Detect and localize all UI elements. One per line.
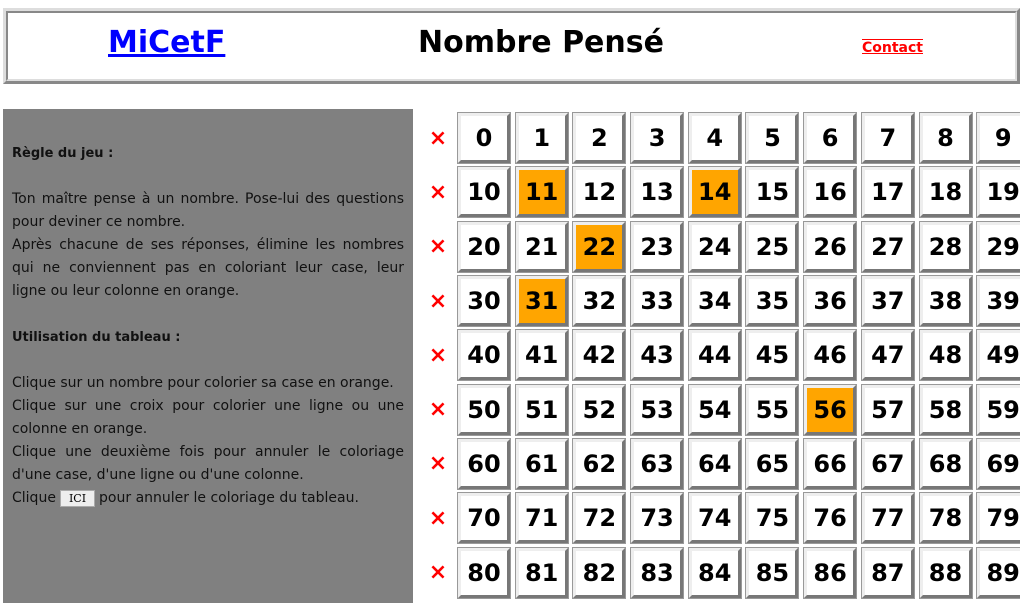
number-cell[interactable]: 50 xyxy=(458,385,510,435)
number-cell[interactable]: 3 xyxy=(631,113,683,163)
number-cell[interactable]: 66 xyxy=(804,439,856,489)
number-cell[interactable]: 70 xyxy=(458,493,510,543)
rules-text-2: Après chacune de ses réponses, élimine les nombres qui ne conviennent pas en coloriant leur case, leur ligne ou leur colonne en orange. xyxy=(12,237,404,299)
grid-row xyxy=(424,165,1020,219)
number-cell[interactable]: 73 xyxy=(631,493,683,543)
reset-button[interactable]: ICI xyxy=(60,490,95,507)
number-cell[interactable]: 59 xyxy=(977,385,1020,435)
number-cell[interactable]: 16 xyxy=(804,167,856,217)
number-cell[interactable]: 18 xyxy=(920,167,972,217)
number-cell[interactable]: 68 xyxy=(920,439,972,489)
number-cell[interactable]: 80 xyxy=(458,548,510,598)
number-cell[interactable]: 44 xyxy=(689,330,741,380)
number-cell[interactable]: 76 xyxy=(804,493,856,543)
number-cell[interactable]: 5 xyxy=(746,113,798,163)
number-cell[interactable]: 8 xyxy=(920,113,972,163)
row-cross-icon[interactable]: × xyxy=(428,288,448,314)
number-cell[interactable]: 58 xyxy=(920,385,972,435)
grid-row xyxy=(424,545,1020,599)
number-cell[interactable]: 83 xyxy=(631,548,683,598)
number-cell[interactable]: 61 xyxy=(516,439,568,489)
number-cell[interactable]: 69 xyxy=(977,439,1020,489)
grid-row xyxy=(424,491,1020,545)
number-cell[interactable]: 49 xyxy=(977,330,1020,380)
number-cell[interactable]: 57 xyxy=(862,385,914,435)
grid-row xyxy=(424,437,1020,491)
number-cell[interactable]: 45 xyxy=(746,330,798,380)
grid-row xyxy=(424,328,1020,382)
number-cell[interactable]: 81 xyxy=(516,548,568,598)
number-cell[interactable]: 89 xyxy=(977,548,1020,598)
number-cell[interactable]: 6 xyxy=(804,113,856,163)
logo-link[interactable]: MiCetF xyxy=(108,25,226,60)
grid-row xyxy=(424,382,1020,436)
usage-text-4b: pour annuler le coloriage du tableau. xyxy=(99,490,359,506)
row-cross-icon[interactable]: × xyxy=(428,234,448,260)
number-cell[interactable]: 37 xyxy=(862,276,914,326)
number-cell[interactable]: 53 xyxy=(631,385,683,435)
number-cell[interactable]: 24 xyxy=(689,222,741,272)
number-cell[interactable]: 28 xyxy=(920,222,972,272)
number-cell[interactable]: 22 xyxy=(573,222,625,272)
rules-text-1: Ton maître pense à un nombre. Pose-lui des questions pour deviner ce nombre. xyxy=(12,191,404,230)
rules-panel xyxy=(3,109,413,603)
number-cell[interactable]: 30 xyxy=(458,276,510,326)
number-cell[interactable]: 51 xyxy=(516,385,568,435)
number-cell[interactable]: 10 xyxy=(458,167,510,217)
number-cell[interactable]: 9 xyxy=(977,113,1020,163)
number-cell[interactable]: 19 xyxy=(977,167,1020,217)
number-cell[interactable]: 17 xyxy=(862,167,914,217)
number-cell[interactable]: 88 xyxy=(920,548,972,598)
number-cell[interactable]: 7 xyxy=(862,113,914,163)
number-cell[interactable]: 21 xyxy=(516,222,568,272)
number-grid xyxy=(424,111,1020,600)
row-cross-icon[interactable]: × xyxy=(428,451,448,477)
number-cell[interactable]: 1 xyxy=(516,113,568,163)
number-cell[interactable]: 75 xyxy=(746,493,798,543)
number-cell[interactable]: 62 xyxy=(573,439,625,489)
usage-text-3: Clique une deuxième fois pour annuler le coloriage d'une case, d'une ligne ou d'une colonne. xyxy=(12,444,404,483)
number-cell[interactable]: 38 xyxy=(920,276,972,326)
number-cell[interactable]: 43 xyxy=(631,330,683,380)
row-cross-icon[interactable]: × xyxy=(428,560,448,586)
number-cell[interactable]: 87 xyxy=(862,548,914,598)
number-cell[interactable]: 54 xyxy=(689,385,741,435)
number-cell[interactable]: 2 xyxy=(573,113,625,163)
number-cell[interactable]: 4 xyxy=(689,113,741,163)
number-cell[interactable]: 52 xyxy=(573,385,625,435)
number-cell[interactable]: 11 xyxy=(516,167,568,217)
number-cell[interactable]: 86 xyxy=(804,548,856,598)
number-cell[interactable]: 63 xyxy=(631,439,683,489)
row-cross-icon[interactable]: × xyxy=(428,179,448,205)
number-cell[interactable]: 64 xyxy=(689,439,741,489)
page-title: Nombre Pensé xyxy=(418,25,664,60)
number-cell[interactable]: 77 xyxy=(862,493,914,543)
number-cell[interactable]: 84 xyxy=(689,548,741,598)
number-cell[interactable]: 78 xyxy=(920,493,972,543)
number-cell[interactable]: 20 xyxy=(458,222,510,272)
grid-row xyxy=(424,274,1020,328)
contact-link[interactable]: Contact xyxy=(862,40,923,56)
number-cell[interactable]: 56 xyxy=(804,385,856,435)
number-cell[interactable]: 42 xyxy=(573,330,625,380)
number-cell[interactable]: 82 xyxy=(573,548,625,598)
number-cell[interactable]: 25 xyxy=(746,222,798,272)
number-cell[interactable]: 36 xyxy=(804,276,856,326)
number-cell[interactable]: 85 xyxy=(746,548,798,598)
number-cell[interactable]: 13 xyxy=(631,167,683,217)
usage-text-4 xyxy=(12,487,404,510)
number-cell[interactable]: 72 xyxy=(573,493,625,543)
number-cell[interactable]: 39 xyxy=(977,276,1020,326)
number-cell[interactable]: 74 xyxy=(689,493,741,543)
row-cross-icon[interactable]: × xyxy=(428,342,448,368)
number-cell[interactable]: 15 xyxy=(746,167,798,217)
row-cross-icon[interactable]: × xyxy=(428,397,448,423)
number-cell[interactable]: 71 xyxy=(516,493,568,543)
usage-text-2: Clique sur une croix pour colorier une ligne ou une colonne en orange. xyxy=(12,398,404,437)
number-cell[interactable]: 31 xyxy=(516,276,568,326)
number-cell[interactable]: 41 xyxy=(516,330,568,380)
row-cross-icon[interactable]: × xyxy=(428,125,448,151)
row-cross-icon[interactable]: × xyxy=(428,505,448,531)
usage-text-4a: Clique xyxy=(12,490,56,506)
rules-heading: Règle du jeu : xyxy=(12,146,114,161)
number-cell[interactable]: 60 xyxy=(458,439,510,489)
usage-heading: Utilisation du tableau : xyxy=(12,330,181,345)
number-cell[interactable]: 26 xyxy=(804,222,856,272)
number-cell[interactable]: 46 xyxy=(804,330,856,380)
grid-row xyxy=(424,111,1020,165)
number-cell[interactable]: 12 xyxy=(573,167,625,217)
grid-row xyxy=(424,220,1020,274)
number-cell[interactable]: 14 xyxy=(689,167,741,217)
header xyxy=(3,8,1020,84)
number-cell[interactable]: 35 xyxy=(746,276,798,326)
number-cell[interactable]: 48 xyxy=(920,330,972,380)
number-cell[interactable]: 23 xyxy=(631,222,683,272)
number-cell[interactable]: 34 xyxy=(689,276,741,326)
number-cell[interactable]: 67 xyxy=(862,439,914,489)
number-cell[interactable]: 40 xyxy=(458,330,510,380)
number-cell[interactable]: 79 xyxy=(977,493,1020,543)
number-cell[interactable]: 33 xyxy=(631,276,683,326)
number-cell[interactable]: 55 xyxy=(746,385,798,435)
number-cell[interactable]: 27 xyxy=(862,222,914,272)
usage-text-1: Clique sur un nombre pour colorier sa case en orange. xyxy=(12,375,394,391)
number-cell[interactable]: 0 xyxy=(458,113,510,163)
number-cell[interactable]: 32 xyxy=(573,276,625,326)
number-cell[interactable]: 65 xyxy=(746,439,798,489)
number-cell[interactable]: 47 xyxy=(862,330,914,380)
number-cell[interactable]: 29 xyxy=(977,222,1020,272)
